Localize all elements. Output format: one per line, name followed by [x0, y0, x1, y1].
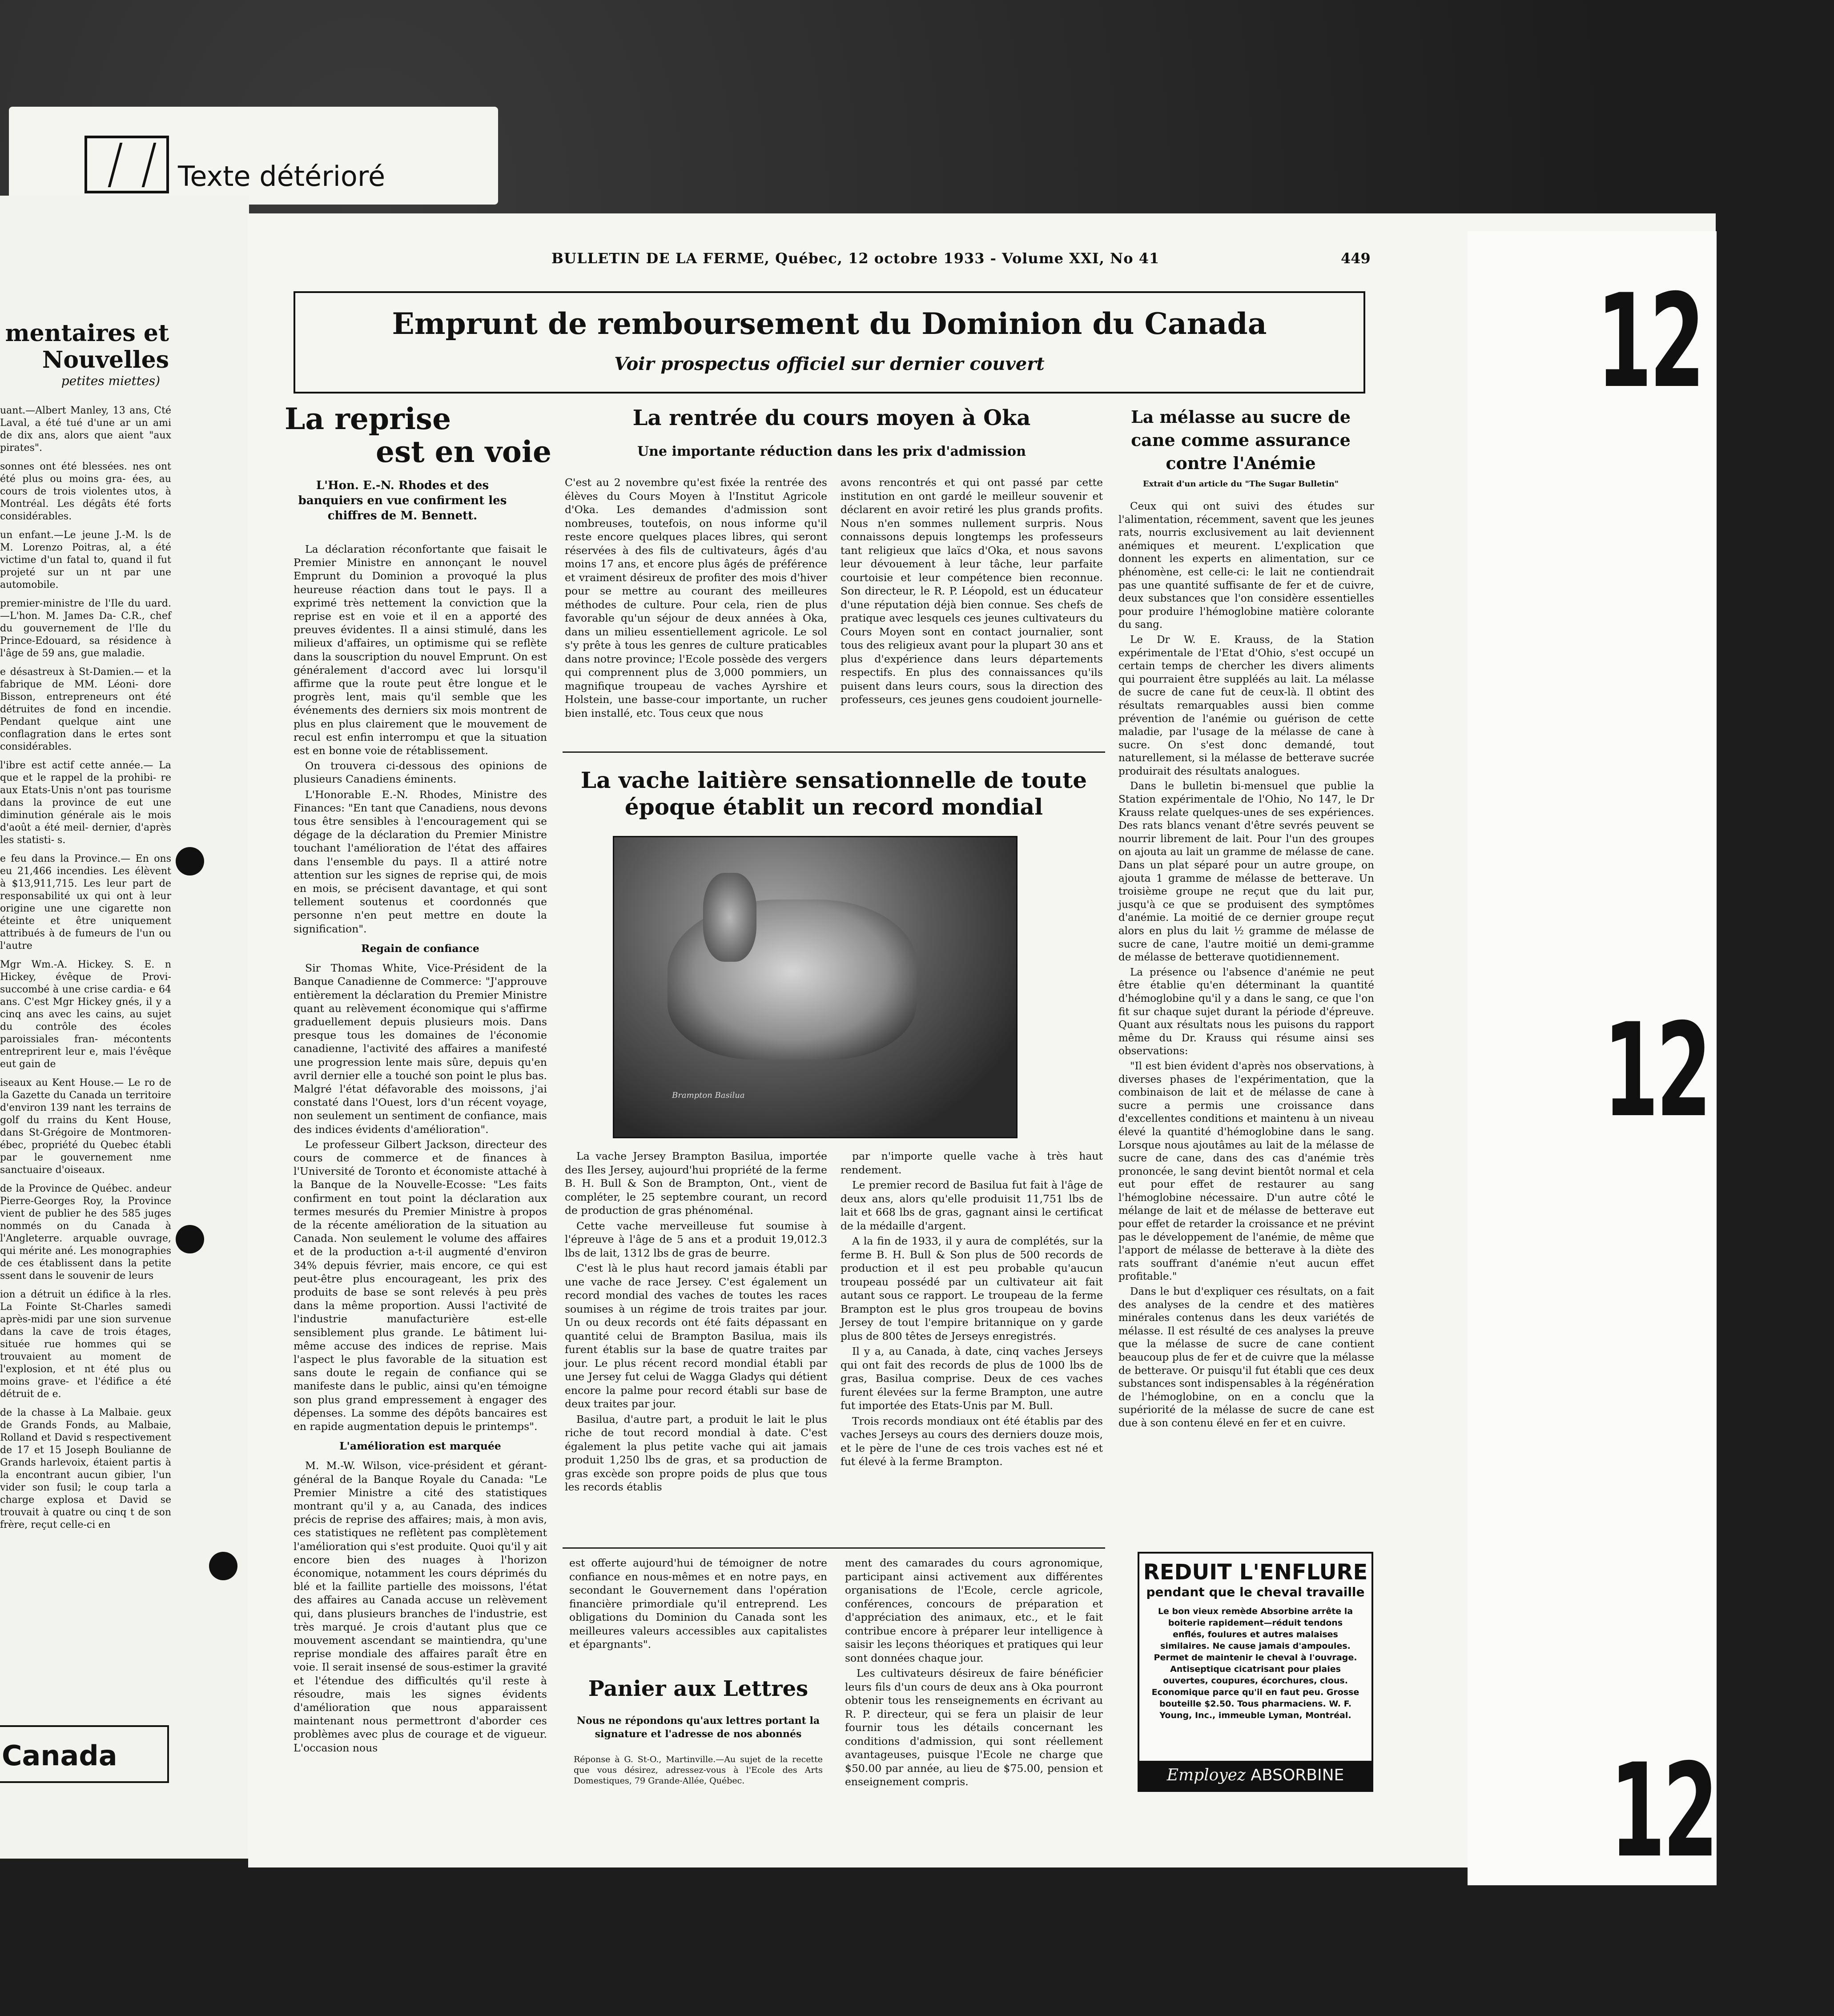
- frame-number: 12: [1610, 1736, 1716, 1886]
- column-rule: [563, 1547, 1105, 1549]
- paragraph: La vache Jersey Brampton Basilua, importée des Iles Jersey, aujourd'hui propriété de la ferme B. H. Bull & Son de Brampton, Ont., vient de compléter, le 25 septembre courant, un record de production de gras phénoménal.: [565, 1150, 827, 1217]
- paragraph: La déclaration réconfortante que faisait le Premier Ministre en annonçant le nouvel Emprunt du Dominion a provoqué la plus heureuse réaction dans tout le pays. Il a exprimé très nettement la conviction que la reprise est en voie et il en a apporté des preuves évidentes. Il a ainsi stimulé, dans les milieux d'affaires, un optimisme qui se reflète dans la souscription du nouvel Emprunt. On est généralement d'accord avec lui lorsqu'il affirme que la route peut être longue et le progrès lent, mais qu'il semble que les événements des derniers six mois montrent de plus en plus clairement que le mouvement de recul est enfin interrompu et que la situation est en bonne voie de rétablissement.: [294, 543, 547, 757]
- left-snippet: e désastreux à St-Damien.— et la fabrique de MM. Léoni- dore Bisson, entrepreneurs ont été détruites de fond en incendie. Pendant quelque aint une conflagration dans le ertes sont considérables.: [0, 667, 171, 752]
- paragraph: Les cultivateurs désireux de faire bénéficier leurs fils d'un cours de deux ans à Oka pourront obtenir tous les renseignements en écrivant au R. P. directeur, qui se fera un plaisir de leur fournir tous les détails concernant les conditions d'admission, qui sont réellement avantageuses, puisque l'Ecole ne charge que $50.00 par année, au lieu de $75.00, pension et enseignement compris.: [845, 1667, 1103, 1788]
- punch-hole: [176, 847, 204, 875]
- article-column: avons rencontrés et qui ont passé par cette institution en ont gardé le meilleur souvenir et déclarent en avoir retiré les plus grands profits. Nous n'en sommes nullement surpris. Nous connaissons depuis longtemps les professeurs tant religieux que laïcs d'Oka, et nous savons leur dévouement à leur tâche, leur parfaite courtoisie et leur compétence bien reconnue. Son directeur, le R. P. Léopold, est un éducateur d'une réputation déjà bien connue. Ses chefs de pratique avec lesquels ces jeunes cultivateurs du Cours Moyen sont en contact journalier, sont tous des religieux avant pour la plupart 30 ans et plus d'expérience dans leurs départements respectifs. En plus des connaissances qu'ils puisent dans leurs cours, sous la direction des professeurs, ces jeunes gens coudoient journelle-: [841, 476, 1103, 706]
- ad-title: REDUIT L'ENFLURE: [1143, 1560, 1368, 1585]
- left-page-heading: mentaires et Nouvelles: [5, 320, 169, 373]
- frame-number: 12: [1603, 996, 1709, 1146]
- column-rule: [563, 751, 1105, 753]
- paragraph: La présence ou l'absence d'anémie ne peut être établie qu'en déterminant la quantité d'hémoglobine qu'il y a dans le sang, ce que l'on fit sur chaque sujet durant la période d'épreuve. Quant aux résultats nous les puisons du rapport même du Dr. Krauss qui résume ainsi ses observations:: [1118, 966, 1374, 1057]
- cow-head: [703, 873, 756, 962]
- paragraph: Basilua, d'autre part, a produit le lait le plus riche de tout record mondial à date. C'est également la plus petite vache qui ait jamais produit 1,250 lbs de gras, et sa production de gras excède son propre poids de plus que tous les records établis: [565, 1413, 827, 1493]
- left-snippet: un enfant.—Le jeune J.-M. ls de M. Lorenzo Poitras, al, a été victime d'un fatal to, quand il fut projeté sur un nt par une automobile.: [0, 530, 171, 590]
- left-snippet: l'ibre est actif cette année.— La que et le rappel de la prohibi- re aux Etats-Unis n'ont pas tourisme dans la province de eut une diminution générale ais le mois d'août a été meil- dernier, d'après les statisti- s.: [0, 760, 171, 846]
- frame-number: 12: [1597, 267, 1702, 417]
- paragraph: L'Honorable E.-N. Rhodes, Ministre des Finances: "En tant que Canadiens, nous devons tous être sensibles à l'encouragement qui se dégage de la déclaration du Premier Ministre touchant l'amélioration de l'état des affaires dans l'ensemble du pays. Il a attiré notre attention sur les signes de reprise qui, de mois en mois, se précisent davantage, et qui sont tellement soutenus et coordonnés que personne n'en peut mettre en doute la signification".: [294, 788, 547, 935]
- ad-subtitle: pendant que le cheval travaille: [1146, 1585, 1365, 1599]
- paragraph: Le Dr W. E. Krauss, de la Station expérimentale de l'Etat d'Ohio, s'est occupé un certain temps de chercher les divers aliments qui pourraient être suppléés au lait. La mélasse de sucre de cane fut de ceux-là. Il obtint des résultats remarquables aussi bien comme prévention de l'anémie ou guérison de cette maladie, par l'usage de la mélasse de cane à sucre. On s'est donc demandé, tout naturellement, si la mélasse de betterave sucrée produirait des résultats analogues.: [1118, 634, 1374, 777]
- article-subtitle: Une importante réduction dans les prix d'admission: [637, 444, 1026, 459]
- banner-title: Emprunt de remboursement du Dominion du Canada: [392, 306, 1267, 341]
- photo-caption: Brampton Basilua: [672, 1091, 745, 1100]
- deteriorated-text-icon: [84, 136, 169, 193]
- article-title: [560, 767, 1107, 820]
- deteriorated-text-label: Texte détérioré: [178, 160, 386, 193]
- article-column: C'est au 2 novembre qu'est fixée la rentrée des élèves du Cours Moyen à l'Institut Agricole d'Oka. Les demandes d'admission sont nombreuses, toutefois, on nous informe qu'il reste encore quelques places libres, qui seront réservées à des fils de cultivateurs, âgés d'au moins 17 ans, et encore plus âgés de préférence et vraiment désireux de profiter des mois d'hiver pour se mettre au courant des meilleures méthodes de culture. Pour cela, rien de plus favorable qu'un séjour de deux années à Oka, dans un milieu essentiellement agricole. Le sol s'y prête à tous les genres de culture praticables dans notre province; l'Ecole possède des vergers qui comprennent plus de 3,000 pommiers, un magnifique troupeau de vaches Ayrshire et Holstein, une basse-cour importante, un rucher bien installé, etc. Tous ceux que nous: [565, 476, 827, 719]
- left-snippet: iseaux au Kent House.— Le ro de la Gazette du Canada un territoire d'environ 139 nant les terrains de golf du rrains du Kent House, dans St-Grégoire de Montmoren- ébec, propriété du Quebec établi par le gouvernement nme sanctuaire d'oiseaux.: [0, 1077, 171, 1176]
- paragraph: ment des camarades du cours agronomique, participant ainsi activement aux différentes organisations de l'Ecole, cercle agricole, conférences, concours de préparation et d'appréciation des animaux, etc., et le fait contribue encore à préparer leur intelligence à saisir les leçons théoriques et pratiques qui leur sont données chaque jour.: [845, 1557, 1103, 1664]
- left-snippet: uant.—Albert Manley, 13 ans, Cté Laval, a été tué d'une ar un ami de dix ans, alors que aient "aux pirates".: [0, 405, 171, 454]
- article-notice: Nous ne répondons qu'aux lettres portant la signature et l'adresse de nos abonnés: [576, 1715, 820, 1740]
- left-page-column: [0, 405, 171, 1538]
- left-snippet: ion a détruit un édifice à la rles. La Fointe St-Charles samedi après-midi par une sion survenue dans la cave de trois étages, située rue hommes qui se trouvaient au moment de l'explosion, et nt été plus ou moins grave- et l'édifice a été détruit de e.: [0, 1289, 171, 1400]
- loan-banner: [294, 291, 1365, 394]
- paragraph: A la fin de 1933, il y aura de complétés, sur la ferme B. H. Bull & Son plus de 500 records de production et il est peu probable qu'aucun troupeau possédé par un cultivateur ait fait autant sous ce rapport. Le troupeau de la ferme Brampton est le plus gros troupeau de bovins Jersey de tout l'empire britannique on y garde plus de 800 têtes de Jerseys enregistrés.: [841, 1235, 1103, 1342]
- article-source: Extrait d'un article du "The Sugar Bulletin": [1142, 479, 1339, 489]
- left-page-subheading: petites miettes): [61, 373, 160, 388]
- paragraph: Le premier record de Basilua fut fait à l'âge de deux ans, alors qu'elle produisit 11,751 lbs de lait et 668 lbs de gras, gagnant ainsi le certificat de la médaille d'argent.: [841, 1179, 1103, 1232]
- article-title: La rentrée du cours moyen à Oka: [632, 406, 1031, 430]
- page-number: 449: [1341, 250, 1371, 267]
- banner-subtitle: Voir prospectus officiel sur dernier couvert: [614, 353, 1045, 374]
- article-title: [1112, 406, 1370, 475]
- article-title: Panier aux Lettres: [588, 1676, 808, 1701]
- paragraph: On trouvera ci-dessous des opinions de plusieurs Canadiens éminents.: [294, 759, 547, 786]
- section-subhead: Regain de confiance: [361, 942, 479, 955]
- paragraph: "Il est bien évident d'après nos observations, à diverses phases de l'expérimentation, que la combinaison de lait et de mélasse de cane à sucre a permis une croissance dans d'excellentes conditions et maintenu à un niveau élevé la quantité d'hémoglobine dans le sang. Lorsque nous ajoutâmes au lait de la mélasse de sucre de cane, dans des cas d'anémie très prononcée, le sang devint bientôt normal et cela eut pour effet de restaurer au sang l'hémoglobine nécessaire. D'un autre côté le mélange de lait et de mélasse de betterave eut pour effet de retarder la croissance et ne prévint pas le développement de l'anémie, de même que l'apport de mélasse de betterave à la diète des rats souffrant d'anémie n'eut aucun effet profitable.": [1118, 1060, 1374, 1283]
- left-snippet: Mgr Wm.-A. Hickey. S. E. n Hickey, évêque de Provi- succombé à une crise cardia- e 64 ans. C'est Mgr Hickey gnés, il y a cinq ans avec les cains, au sujet du contrôle des écoles paroissiales fran- mécontents entreprirent leur e, mais l'évêque eut gain de: [0, 959, 171, 1070]
- paragraph: Trois records mondiaux ont été établis par des vaches Jerseys au cours des derniers douze mois, et le père de l'une de ces trois vaches est né et fut élevé à la ferme Brampton.: [841, 1414, 1103, 1468]
- left-snippet: sonnes ont été blessées. nes ont été plus ou moins gra- ées, au cours de trois violentes utos, à Montréal. Les dégâts été forts considérables.: [0, 461, 171, 522]
- continuation-oka: [845, 1556, 1103, 1791]
- article-title-line: La vache laitière sensationnelle de toute: [580, 767, 1087, 793]
- ad-footer-brand: ABSORBINE: [1251, 1766, 1344, 1784]
- ad-footer-employez: Employez: [1166, 1766, 1246, 1784]
- article-deck: L'Hon. E.-N. Rhodes et des banquiers en vue confirment les chiffres de M. Bennett.: [298, 479, 507, 522]
- previous-page-fragment: [0, 196, 249, 1859]
- left-snippet: e feu dans la Province.— En ons eu 21,466 incendies. Les élèvent à $13,911,715. Les leur part de responsabilité ux qui ont à leur origine une une cigarette non éteinte et être uniquement attribués à de fumeurs de l'un ou l'autre: [0, 853, 171, 952]
- left-snippet: de la Province de Québec. andeur Pierre-Georges Roy, la Province vient de publier he des 585 juges nommés on du Canada à l'Angleterre. arquable ouvrage, qui mérite ané. Les monographies de ces établissent dans la petite ssent dans le souvenir de leurs: [0, 1183, 171, 1281]
- article-title-line: est en voie: [375, 434, 551, 469]
- cow-photo: [613, 836, 1018, 1138]
- article-title-line: époque établit un record mondial: [624, 794, 1043, 820]
- article-body: [1118, 500, 1374, 1432]
- ad-footer: [1139, 1761, 1371, 1790]
- paragraph: par n'importe quelle vache à très haut rendement.: [841, 1150, 1103, 1176]
- article-title: [285, 402, 551, 468]
- left-snippet: de la chasse à La Malbaie. geux de Grands Fonds, au Malbaie, Rolland et David s respectivement de 17 et 15 Joseph Boulianne de Grands harlevoix, étaient partis à la encontrant aucun gibier, l'un vider son fusil; le coup tarla a charge explosa et David se trouvait à quatre ou cinq t de son frère, reçut celle-ci en: [0, 1407, 171, 1530]
- paragraph: M. M.-W. Wilson, vice-président et gérant-général de la Banque Royale du Canada: "Le Premier Ministre a cité des statistiques montrant qu'il y a, au Canada, des indices précis de reprise des affaires; mais, à mon avis, ces statistiques ne reflètent pas complètement l'amélioration qui s'est produite. Quoi qu'il y ait encore bien des nuages à l'horizon économique, notamment les cours déprimés du blé et la faillite partielle des moissons, l'état des affaires au Canada accuse un relèvement qui, dans plusieurs branches de l'industrie, est très marqué. Je crois d'autant plus que ce mouvement ascendant se maintiendra, qu'une reprise mondiale des affaires paraît être en voie. Il serait insensé de sous-estimer la gravité et l'étendue des difficultés qu'il reste à résoudre, mais les signes évidents d'amélioration que nous apparaissent maintenant nous permettront d'aborder ces problèmes avec plus de courage et de vigueur. L'occasion nous: [294, 1459, 547, 1754]
- article-body: [294, 542, 547, 1756]
- paragraph: Sir Thomas White, Vice-Président de la Banque Canadienne de Commerce: "J'approuve entièrement la déclaration du Premier Ministre quant au relèvement économique qui s'affirme graduellement depuis plusieurs mois. Dans presque tous les domaines de l'économie canadienne, l'activité des affaires a manifesté une progression lente mais sûre, depuis qu'en avril dernier elle a touché son point le plus bas. Malgré l'état défavorable des moissons, j'ai constaté dans l'Ouest, lors d'un récent voyage, non seulement un sentiment de confiance, mais des indices évidents d'amélioration".: [294, 962, 547, 1136]
- letter-reply: Réponse à G. St-O., Martinville.—Au sujet de la recette que vous désirez, adressez-vous à l'Ecole des Arts Domestiques, 79 Grande-Allée, Québec.: [574, 1755, 823, 1786]
- continuation-reprise: est offerte aujourd'hui de témoigner de notre confiance en nous-mêmes et en notre pays, en secondant le Gouvernement dans l'opération financière primordiale qu'il entreprend. Les obligations du Dominion du Canada sont les meilleures valeurs accessibles aux capitalistes et épargnants".: [569, 1557, 827, 1651]
- article-title-line: La reprise: [285, 402, 451, 436]
- paragraph: Il y a, au Canada, à date, cinq vaches Jerseys qui ont fait des records de plus de 1000 lbs de gras, Basilua comprise. Deux de ces vaches furent élevées sur la ferme Brampton, une autre fut importée des Etats-Unis par M. Bull.: [841, 1345, 1103, 1412]
- article-title-line: contre l'Anémie: [1166, 453, 1316, 473]
- paragraph: Cette vache merveilleuse fut soumise à l'épreuve à l'âge de 5 ans et a produit 19,012.3 lbs de lait, 1312 lbs de gras de beurre.: [565, 1219, 827, 1259]
- ad-body: Le bon vieux remède Absorbine arrête la boiterie rapidement—réduit tendons enflés, foulures et autres malaises similaires. Ne cause jamais d'ampoules. Permet de maintenir le cheval à l'ouvrage. Antiseptique cicatrisant pour plaies ouvertes, coupures, écorchures, clous. Economique parce qu'il en faut peu. Grosse bouteille $2.50. Tous pharmaciens. W. F. Young, Inc., immeuble Lyman, Montréal.: [1151, 1606, 1359, 1720]
- paragraph: C'est là le plus haut record jamais établi par une vache de race Jersey. C'est également un record mondial des vaches de toutes les races soumises à un régime de trois traites par jour. Un ou deux records ont été faits dépassant en quantité celui de Brampton Basilua, mais ils furent établis sur la base de quatre traites par jour. Le plus récent record mondial établi par une Jersey fut celui de Wagga Gladys qui détient encore la palme pour record établi sur base de deux traites par jour.: [565, 1262, 827, 1410]
- punch-hole: [209, 1552, 237, 1580]
- paragraph: Dans le bulletin bi-mensuel que publie la Station expérimentale de l'Ohio, No 147, le Dr Krauss relate quelques-unes de ses expériences. Des rats blancs venant d'être sevrés peuvent se nourrir librement de lait. Pour l'un des groupes on ajouta au lait un gramme de mélasse de cane. Dans un plat séparé pour un autre groupe, on ajouta 1 gramme de mélasse de betterave. Un troisième groupe ne reçut que du lait pur, jusqu'à ce que se produisent des symptômes d'anémie. La moitié de ce dernier groupe reçut alors en plus du lait ½ gramme de mélasse de sucre de cane, l'autre moitié un demi-gramme de mélasse de betterave quotidiennement.: [1118, 780, 1374, 964]
- punch-hole: [176, 1225, 204, 1253]
- article-column: [565, 1149, 827, 1496]
- absorbine-ad: [1138, 1552, 1373, 1792]
- article-title-line: La mélasse au sucre de: [1130, 407, 1351, 427]
- left-page-footer: Canada: [0, 1725, 169, 1783]
- paragraph: Le professeur Gilbert Jackson, directeur des cours de commerce et de finances à l'Université de Toronto et économiste attaché à la Banque de la Nouvelle-Ecosse: "Les faits confirment en tout point la déclaration aux termes mesurés du Premier Ministre à propos de la récente amélioration de la situation au Canada. Non seulement le volume des affaires et de la production a-t-il augmenté d'environ 34% depuis février, mais encore, ce qui est peut-être plus encourageant, les prix des produits de base se sont relevés à peu près dans la même proportion. Aussi l'activité de l'industrie manufacturière est-elle sensiblement plus grande. Le bâtiment lui-même accuse des indices de reprise. Mais l'aspect le plus favorable de la situation est sans doute le regain de confiance qui se manifeste dans le public, ainsi qu'en témoigne son plus grand empressement à engager des dépenses. La somme des dépôts bancaires est en rapide augmentation depuis le printemps".: [294, 1138, 547, 1433]
- article-column: [841, 1149, 1103, 1470]
- paragraph: Dans le but d'expliquer ces résultats, on a fait des analyses de la cendre et des matières minérales contenus dans les deux variétés de mélasse. Il est résulté de ces analyses la preuve que la mélasse de sucre de cane contient beaucoup plus de fer et de cuivre que la mélasse de betterave. Or puisqu'il fut établi que ces deux substances sont indispensables à la régénération de l'hémoglobine, on en a conclu que la supériorité de la mélasse de sucre de cane est due à son contenu élevé en fer et en cuivre.: [1118, 1286, 1374, 1429]
- section-subhead: L'amélioration est marquée: [339, 1440, 501, 1453]
- paragraph: Ceux qui ont suivi des études sur l'alimentation, récemment, savent que les jeunes rats, nourris exclusivement au lait deviennent anémiques et meurent. L'explication que donnent les experts en alimentation, sur ce phénomène, est celle-ci: le lait ne contiendrait pas une quantité suffisante de fer et de cuivre, deux substances que l'on considère essentielles pour produire l'hémoglobine matière colorante du sang.: [1118, 501, 1374, 631]
- left-snippet: premier-ministre de l'Ile du uard.—L'hon. M. James Da- C.R., chef du gouvernement de l'Ile du Prince-Edouard, sa résidence à l'âge de 59 ans, gue maladie.: [0, 598, 171, 659]
- article-title-line: cane comme assurance: [1131, 430, 1351, 450]
- running-head: BULLETIN DE LA FERME, Québec, 12 octobre 1933 - Volume XXI, No 41: [551, 250, 1160, 267]
